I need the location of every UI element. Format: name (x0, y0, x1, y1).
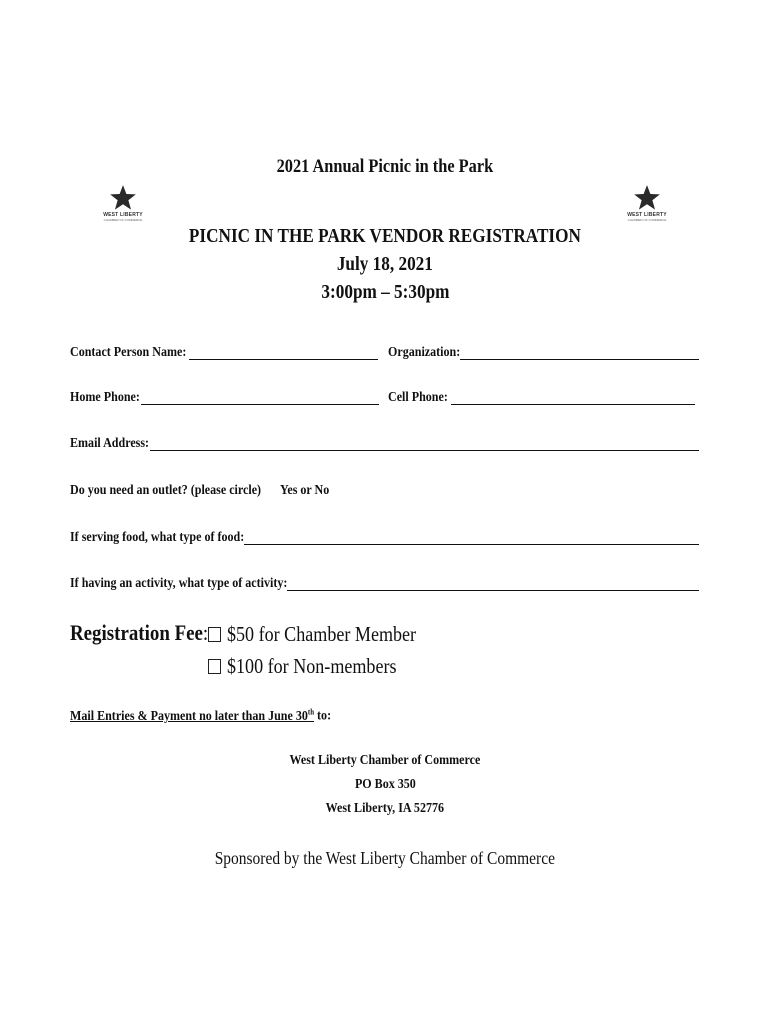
page-title (0, 156, 770, 178)
organization-field[interactable] (460, 359, 699, 360)
contact-name-field[interactable] (189, 359, 378, 360)
home-phone-field[interactable] (141, 404, 379, 405)
fee-option-member[interactable] (208, 622, 447, 647)
subtitle-block (0, 222, 770, 306)
fee-option-member-label: $50 for Chamber Member (227, 622, 417, 646)
logo-tagline: CHAMBER OF COMMERCE (627, 218, 667, 222)
activity-field[interactable] (287, 590, 699, 591)
mail-text: Mail Entries & Payment no later than June 30 (70, 708, 308, 724)
logo-name: WEST LIBERTY (627, 212, 667, 218)
mailing-address (0, 749, 770, 821)
sponsor-text: Sponsored by the West Liberty Chamber of Commerce (214, 848, 556, 868)
fee-label-text: Registration Fee (70, 620, 203, 645)
fee-option-nonmember-label: $100 for Non-members (227, 654, 397, 678)
event-time: 3:00pm – 5:30pm (320, 281, 450, 303)
activity-label: If having an activity, what type of activity: (70, 576, 288, 591)
logo-left (101, 184, 145, 222)
event-date: July 18, 2021 (336, 253, 434, 275)
mail-instructions (70, 707, 374, 725)
outlet-choice[interactable] (280, 483, 337, 499)
contact-row (70, 345, 205, 361)
registration-fee-label (70, 620, 231, 646)
logo-name: WEST LIBERTY (103, 212, 143, 218)
cell-phone-label: Cell Phone: (388, 390, 448, 405)
address-line3: West Liberty, IA 52776 (325, 801, 445, 816)
home-phone-label: Home Phone: (70, 390, 140, 405)
organization-label: Organization: (388, 345, 461, 360)
star-icon (109, 184, 137, 212)
logo-right (625, 184, 669, 222)
star-icon (633, 184, 661, 212)
food-row (70, 530, 273, 546)
address-line2: PO Box 350 (354, 777, 416, 792)
outlet-row (70, 483, 292, 499)
outlet-options: Yes or No (280, 483, 330, 498)
home-phone-row (70, 390, 151, 406)
mail-sup: th (307, 707, 315, 716)
email-row (70, 436, 162, 452)
activity-row (70, 576, 323, 592)
sponsor-note (0, 848, 770, 869)
checkbox-icon[interactable] (208, 659, 221, 674)
mail-suffix: to: (317, 708, 332, 724)
cell-phone-row (388, 390, 458, 406)
food-label: If serving food, what type of food: (70, 530, 245, 545)
fee-option-nonmember[interactable] (208, 654, 424, 679)
logo-tagline: CHAMBER OF COMMERCE (103, 218, 143, 222)
page-title-text: 2021 Annual Picnic in the Park (276, 156, 494, 177)
outlet-question: Do you need an outlet? (please circle) (70, 483, 262, 498)
food-field[interactable] (244, 544, 699, 545)
contact-name-label: Contact Person Name: (70, 345, 187, 360)
email-field[interactable] (150, 450, 699, 451)
subtitle: PICNIC IN THE PARK VENDOR REGISTRATION (189, 225, 581, 247)
fee-label-colon: : (202, 620, 209, 645)
email-label: Email Address: (70, 436, 150, 451)
cell-phone-field[interactable] (451, 404, 695, 405)
address-line1: West Liberty Chamber of Commerce (289, 753, 481, 768)
checkbox-icon[interactable] (208, 627, 221, 642)
